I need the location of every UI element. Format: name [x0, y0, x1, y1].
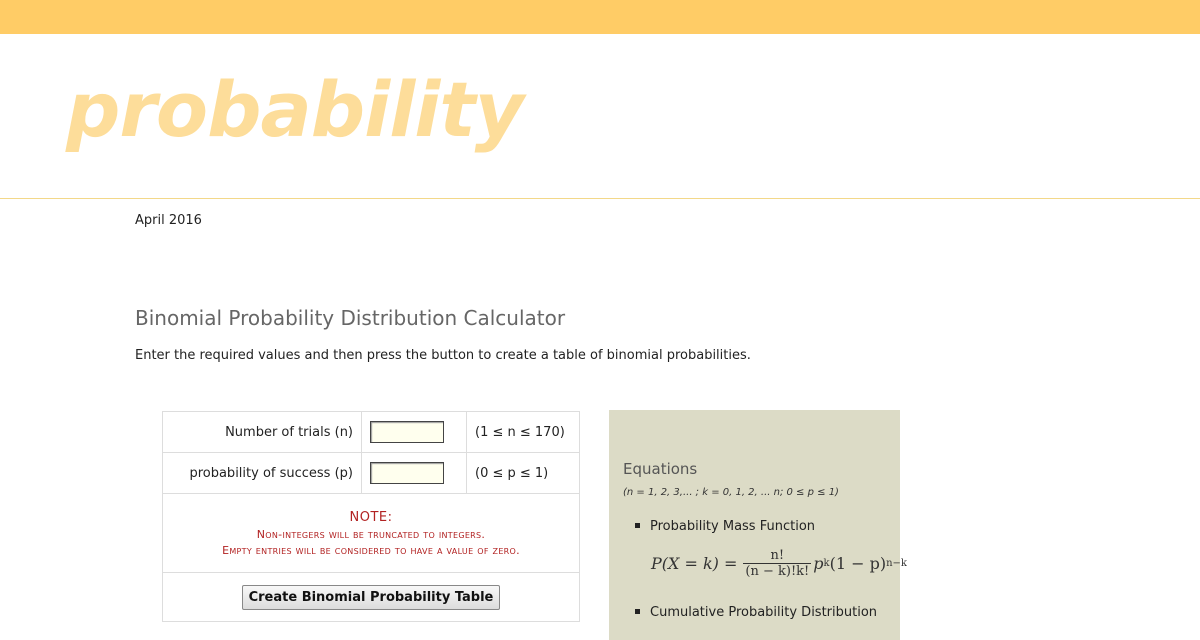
equations-panel [609, 410, 907, 640]
trials-input[interactable] [370, 421, 444, 443]
probability-input[interactable] [370, 462, 444, 484]
pmf-lhs: P(X = k) = [651, 554, 738, 573]
probability-label: probability of success (p) [163, 453, 362, 494]
trials-range: (1 ≤ n ≤ 170) [467, 412, 580, 453]
probability-row [163, 453, 580, 494]
cdf-label: Cumulative Probability Distribution [650, 605, 878, 620]
pmf-q-term: (1 − p) [829, 554, 887, 573]
create-table-button[interactable]: Create Binomial Probability Table [242, 585, 501, 610]
bullet-icon [635, 523, 640, 528]
calculator-form [162, 411, 580, 622]
pmf-list-item [635, 519, 815, 534]
note-line-2: Empty entries will be considered to have a value of zero. [222, 543, 520, 557]
probability-range: (0 ≤ p ≤ 1) [467, 453, 580, 494]
bullet-icon [635, 609, 640, 614]
pmf-formula [651, 548, 907, 579]
post-date: April 2016 [135, 213, 202, 228]
pmf-fraction [743, 548, 811, 579]
pmf-p-term: p [813, 554, 824, 573]
cdf-list-item [635, 605, 877, 620]
equations-title: Equations [623, 460, 698, 478]
note-cell [163, 494, 580, 573]
button-row [163, 573, 580, 622]
pmf-numerator: n! [770, 548, 785, 563]
site-title[interactable]: probability [66, 65, 524, 154]
page-title: Binomial Probability Distribution Calculator [135, 306, 566, 330]
trials-label: Number of trials (n) [163, 412, 362, 453]
pmf-p-exponent: k [823, 558, 830, 569]
intro-text: Enter the required values and then press the button to create a table of binomial probabilities. [135, 348, 751, 363]
top-accent-bar [0, 0, 1200, 34]
pmf-label: Probability Mass Function [650, 519, 816, 534]
pmf-q-exponent: n−k [886, 558, 907, 569]
note-line-1: Non-integers will be truncated to integers. [256, 527, 486, 541]
note-row [163, 494, 580, 573]
trials-row [163, 412, 580, 453]
note-title: NOTE: [349, 509, 393, 525]
site-header [0, 34, 1200, 199]
equations-domain: (n = 1, 2, 3,... ; k = 0, 1, 2, ... n; 0 ≤ p ≤ 1) [623, 487, 839, 498]
pmf-denominator: (n − k)!k! [745, 564, 810, 579]
